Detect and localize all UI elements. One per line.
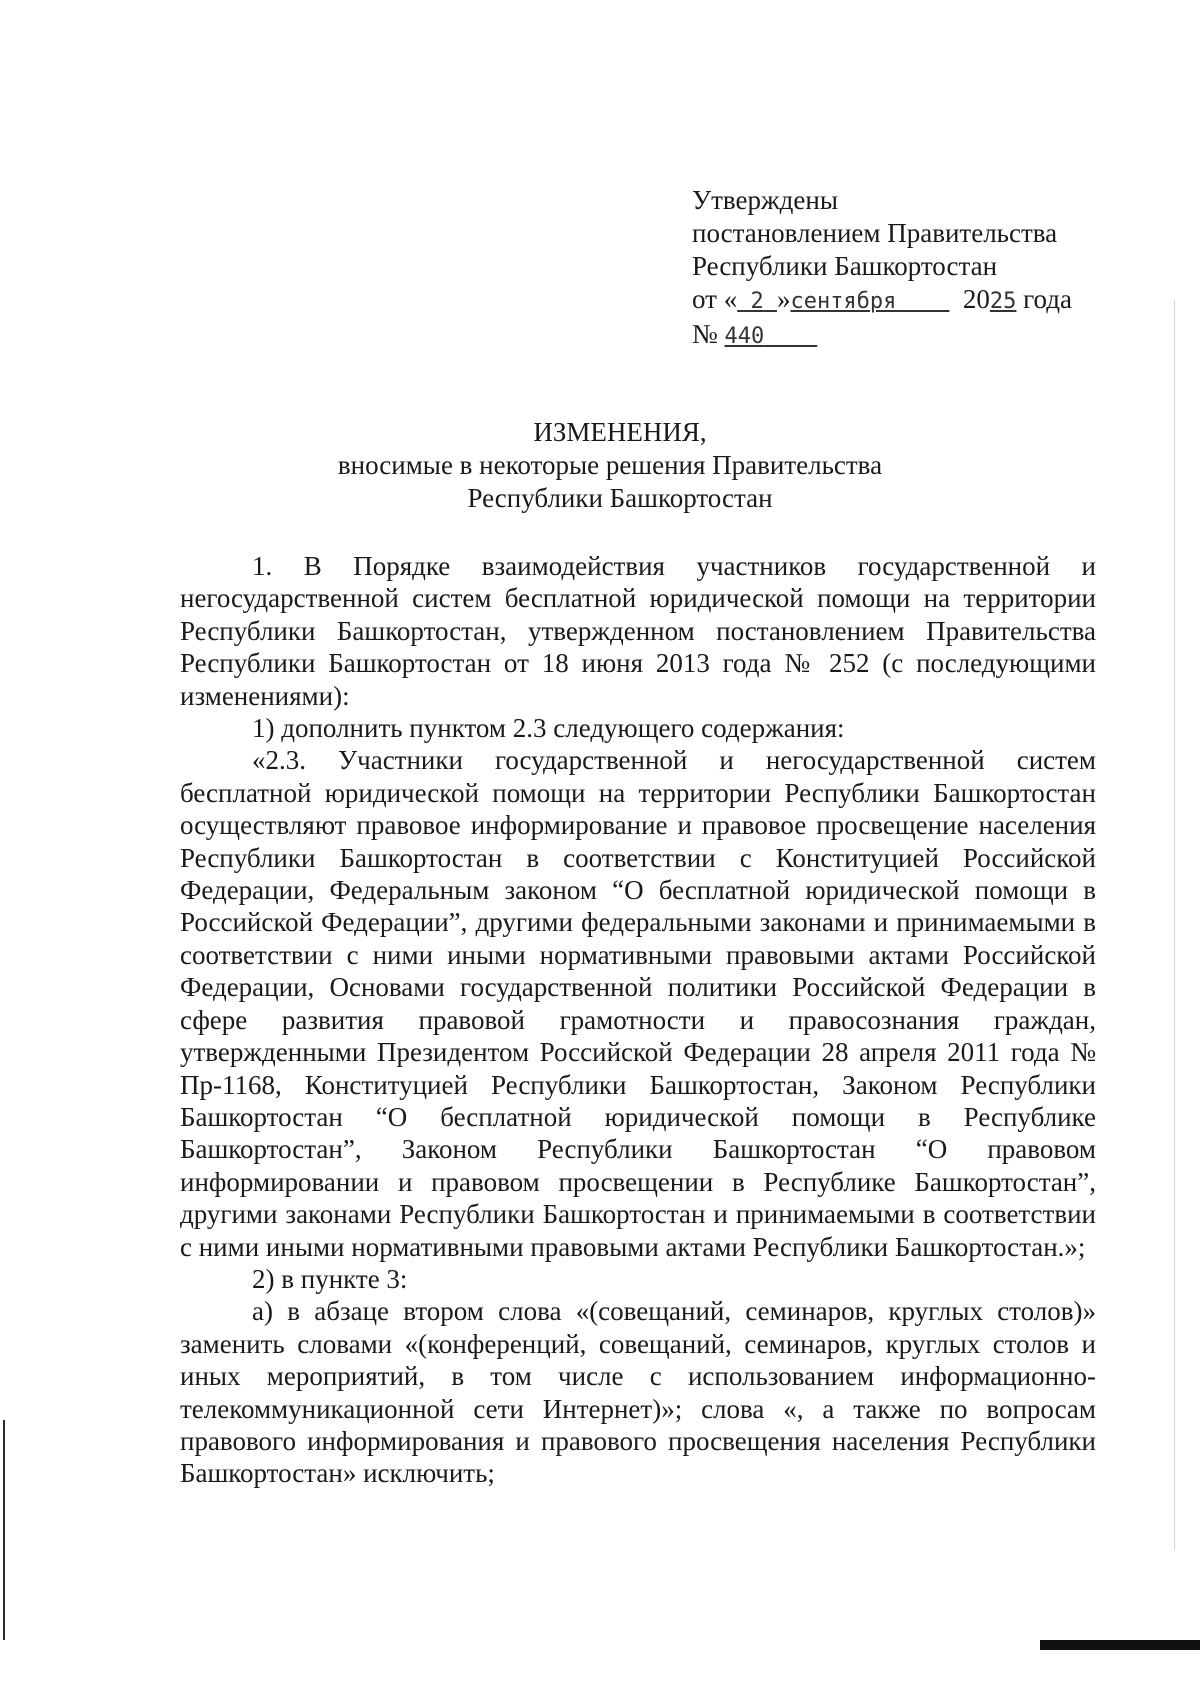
date-mid: » bbox=[776, 284, 791, 314]
paragraph-4: 2) в пункте 3: bbox=[252, 1263, 408, 1294]
date-year-prefix: 20 bbox=[962, 284, 990, 314]
document-body bbox=[180, 550, 1096, 1490]
date-day: 2 bbox=[750, 289, 764, 314]
scan-left-mark bbox=[3, 1420, 5, 1640]
document-subtitle-1: вносимые в некоторые решения Правительства bbox=[337, 450, 883, 480]
date-year-suffix: 25 bbox=[989, 289, 1017, 314]
paragraph-5: а) в абзаце втором слова «(совещаний, семинаров, круглых столов)» заменить словами «(конференций, совещаний, семинаров, круглых столов и иных мероприятий, в том числе с использованием информационно-телекоммуникационной сети Интернет)»; слова «, а также по вопросам правового информирования и правового просвещения населения Республики Башкортостан» исключить; bbox=[180, 1296, 1096, 1489]
date-suffix: года bbox=[1016, 284, 1073, 314]
approval-block bbox=[692, 184, 1112, 353]
document-subtitle-2: Республики Башкортостан bbox=[467, 483, 773, 513]
approval-number-line bbox=[692, 318, 1112, 353]
document-heading bbox=[0, 416, 1200, 515]
approval-line-1: Утверждены bbox=[692, 185, 838, 215]
approval-date-line bbox=[692, 283, 1112, 318]
approval-line-3: Республики Башкортостан bbox=[692, 251, 998, 281]
document-title: ИЗМЕНЕНИЯ, bbox=[533, 417, 707, 447]
scan-bottom-bar bbox=[1040, 1640, 1200, 1650]
paragraph-3: «2.3. Участники государственной и негосударственной систем бесплатной юридической помощи на территории Республики Башкортостан осуществляют правовое информирование и правовое просвещение населения Республики Башкортостан в соответствии с Конституцией Российской Федерации, Федеральным законом “О бесплатной юридической помощи в Российской Федерации”, другими федеральными законами и принимаемыми в соответствии с ними иными нормативными правовыми актами Российской Федерации, Основами государственной политики Российской Федерации в сфере развития правовой грамотности и правосознания граждан, утвержденными Президентом Российской Федерации 28 апреля 2011 года № Пр-1168, Конституцией Республики Башкортостан, Законом Республики Башкортостан “О бесплатной юридической помощи в Республике Башкортостан”, Законом Республики Башкортостан “О правовом информировании и правовом просвещении в Республике Башкортостан”, другими законами Республики Башкортостан и принимаемыми в соответствии с ними иными нормативными правовыми актами Республики Башкортостан.»; bbox=[180, 745, 1096, 1262]
approval-line-2: постановлением Правительства bbox=[692, 218, 1058, 248]
number-prefix: № bbox=[692, 319, 725, 349]
date-prefix: от « bbox=[692, 284, 738, 314]
number-value: 440 bbox=[724, 324, 765, 349]
paragraph-2: 1) дополнить пунктом 2.3 следующего содержания: bbox=[252, 713, 845, 744]
date-month: сентября bbox=[790, 289, 897, 314]
paragraph-1: 1. В Порядке взаимодействия участников государственной и негосударственной систем бесплатной юридической помощи на территории Республики Башкортостан, утвержденном постановлением Правительства Республики Башкортостан от 18 июня 2013 года № 252 (с последующими изменениями): bbox=[180, 551, 1096, 711]
